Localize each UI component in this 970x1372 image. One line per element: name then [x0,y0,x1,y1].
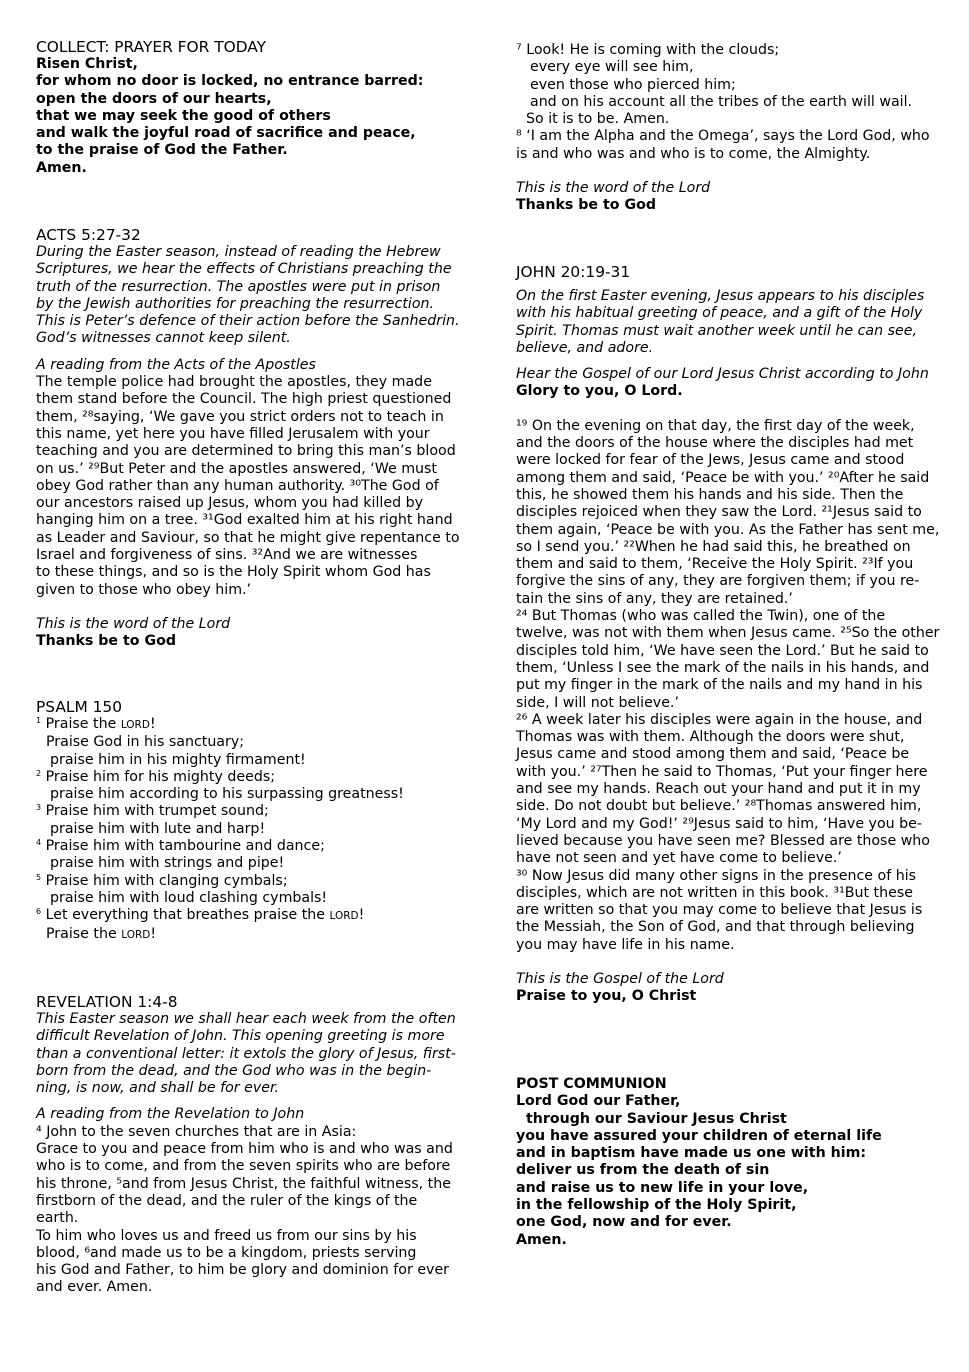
reading-line: so I send you.’ ²²When he had said this, he breathed on [516,538,911,555]
intro-line: This Easter season we shall hear each week from the often [36,1011,456,1027]
john-intro [516,288,956,357]
intro-line: truth of the resurrection. The apostles were put in prison [36,278,441,295]
john-gospel-intro: Hear the Gospel of our Lord Jesus Christ according to John [516,366,929,383]
psalm-line: praise him in his mighty firmament! [50,751,306,768]
collect-line: and walk the joyful road of sacrifice and peace, [36,125,416,142]
acts-section [36,226,476,651]
psalm-line: praise him with lute and harp! [50,820,266,837]
collect-line: to the praise of God the Father. [36,142,288,159]
reading-line: our ancestors raised up Jesus, whom you had killed by [36,495,423,512]
john-gospel-response: Glory to you, O Lord. [516,383,683,400]
revelation-reading-intro: A reading from the Revelation to John [36,1106,305,1123]
intro-line: Scriptures, we hear the effects of Christians preaching the [36,261,452,278]
prayer-line: deliver us from the death of sin [516,1162,770,1179]
john-response-call: This is the Gospel of the Lord [516,970,724,987]
revelation-intro [36,1011,476,1097]
collect-line: open the doors of our hearts, [36,90,272,107]
prayer-line: Lord God our Father, [516,1093,681,1110]
reading-line: ⁸ ‘I am the Alpha and the Omega’, says the Lord God, who [516,128,930,145]
psalm-text-part: ! [150,925,157,942]
acts-intro [36,244,476,348]
psalm-line [36,873,476,890]
reading-line: side, I will not believe.’ [516,694,679,711]
psalm-line [36,769,476,786]
psalm-heading: PSALM 150 [36,698,122,716]
reading-line: on us.’ ²⁹But Peter and the apostles answered, ‘We must [36,460,437,477]
psalm-section [36,698,476,944]
psalm-line [36,716,476,734]
prayer-line: Amen. [516,1231,567,1248]
collect-line: for whom no door is locked, no entrance barred: [36,73,424,90]
psalm-line [36,803,476,820]
intro-line: This is Peter’s defence of their action before the Sanhedrin. [36,313,460,330]
reading-line: The temple police had brought the apostles, they made [36,374,432,391]
reading-line: with you.’ ²⁷Then he said to Thomas, ‘Put your finger here [516,763,928,780]
reading-line: them, ‘Unless I see the mark of the nails in his hands, and [516,659,930,676]
reading-line: hanging him on a tree. ³¹God exalted him at his right hand [36,512,453,529]
reading-line: tain the sins of any, they are retained.’ [516,590,793,607]
reading-line: given to those who obey him.’ [36,581,252,598]
intro-line: believe, and adore. [516,339,654,356]
verse-number: 5 [36,872,42,882]
revelation-reading-text [36,1124,476,1297]
acts-reading-intro: A reading from the Acts of the Apostles [36,356,316,373]
verse-number: 2 [36,768,42,778]
reading-line: his God and Father, to him be glory and dominion for ever [36,1262,450,1279]
psalm-line: praise him according to his surpassing greatness! [50,786,404,803]
reading-line: Israel and forgiveness of sins. ³²And we are witnesses [36,547,418,564]
reading-line: and ever. Amen. [36,1279,153,1296]
psalm-text-part: Praise him with tambourine and dance; [45,838,325,855]
verse-number: 6 [36,907,42,917]
psalm-line [36,838,476,855]
reading-line: ³⁰ Now Jesus did many other signs in the presence of his [516,867,917,884]
intro-line: with his habitual greeting of peace, and a gift of the Holy [516,305,923,322]
prayer-line: and raise us to new life in your love, [516,1179,809,1196]
psalm-text-part: Praise the [46,925,122,942]
revelation-response-call: This is the word of the Lord [516,180,711,197]
intro-line: by the Jewish authorities for preaching the resurrection. [36,295,435,312]
reading-line: them and said to them, ‘Receive the Holy Spirit. ²³If you [516,556,914,573]
reading-line: obey God rather than any human authority. ³⁰The God of [36,477,439,494]
reading-line: as Leader and Saviour, so that he might give repentance to [36,529,460,546]
collect-section [36,38,476,177]
intro-line: born from the dead, and the God who was in the begin- [36,1062,432,1079]
lord-smallcaps: LORD [121,928,151,941]
prayer-line: and in baptism have made us one with him: [516,1145,867,1162]
reading-line: teaching and you are determined to bring this man’s blood [36,443,456,460]
intro-line: During the Easter season, instead of reading the Hebrew [36,244,441,260]
reading-line: ²⁴ But Thomas (who was called the Twin), one of the [516,608,886,625]
collect-line: Amen. [36,159,87,176]
post-communion-prayer [516,1093,956,1249]
reading-line: ¹⁹ On the evening on that day, the first day of the week, [516,417,915,434]
reading-line: them again, ‘Peace be with you. As the Father has sent me, [516,521,940,538]
psalm-line: Praise God in his sanctuary; [46,734,245,751]
psalm-line [36,907,476,925]
reading-line: forgive the sins of any, they are forgiven them; if you re- [516,573,920,590]
john-reading-text [516,418,956,954]
reading-line: lieved because you have seen me? Blessed are those who [516,832,930,849]
psalm-text [36,716,476,944]
post-communion-heading: POST COMMUNION [516,1076,667,1092]
psalm-text-part: Praise him with clanging cymbals; [45,872,288,889]
reading-line: this, he showed them his hands and his side. Then the [516,486,904,503]
intro-line: God’s witnesses cannot keep silent. [36,330,291,347]
collect-prayer [36,56,476,177]
intro-line: On the first Easter evening, Jesus appears to his disciples [516,288,925,304]
intro-line: difficult Revelation of John. This opening greeting is more [36,1028,445,1045]
reading-line: ⁴ John to the seven churches that are in Asia: [36,1123,357,1140]
john-response: Praise to you, O Christ [516,988,697,1005]
prayer-line: through our Saviour Jesus Christ [526,1110,787,1127]
psalm-text-part: Praise him for his mighty deeds; [45,768,275,785]
revelation-section [36,993,476,1297]
post-communion-section [516,1076,956,1249]
reading-line: disciples told him, ‘We have seen the Lord.’ But he said to [516,642,929,659]
reading-line: is and who was and who is to come, the Almighty. [516,145,871,162]
reading-line: even those who pierced him; [530,76,736,93]
psalm-text-part: ! [149,716,156,732]
reading-line: Thomas was with them. Although the doors were shut, [516,729,905,746]
reading-line: ²⁶ A week later his disciples were again in the house, and [516,711,923,728]
intro-line: ning, is now, and shall be for ever. [36,1080,280,1097]
reading-line: disciples rejoiced when they saw the Lord. ²¹Jesus said to [516,504,922,521]
reading-line: and on his account all the tribes of the earth will wail. [530,93,913,110]
reading-line: this name, yet here you have filled Jerusalem with your [36,425,430,442]
acts-heading: ACTS 5:27-32 [36,226,141,244]
prayer-line: one God, now and for ever. [516,1214,732,1231]
psalm-text-part: Praise the [45,716,121,732]
prayer-line: you have assured your children of eternal life [516,1127,882,1144]
prayer-line: in the fellowship of the Holy Spirit, [516,1197,797,1214]
acts-response-call: This is the word of the Lord [36,615,231,632]
verse-number: 3 [36,803,42,813]
john-heading: JOHN 20:19-31 [516,263,631,281]
reading-line: blood, ⁶and made us to be a kingdom, priests serving [36,1244,417,1261]
psalm-text-part: Let everything that breathes praise the [45,907,330,924]
lord-smallcaps: LORD [120,719,150,731]
verse-number: 1 [36,716,42,725]
intro-line: Spirit. Thomas must wait another week until he can see, [516,322,917,339]
reading-line: the Messiah, the Son of God, and that through believing [516,919,915,936]
reading-line: disciples, which are not written in this book. ³¹But these [516,884,913,901]
revelation-heading: REVELATION 1:4-8 [36,993,178,1011]
collect-line: that we may seek the good of others [36,107,331,124]
revelation-response: Thanks be to God [516,197,657,214]
reading-line: ⁷ Look! He is coming with the clouds; [516,42,780,58]
psalm-line [36,926,476,944]
reading-line: firstborn of the dead, and the ruler of the kings of the [36,1192,418,1209]
reading-line: Jesus came and stood among them and said, ‘Peace be [516,746,910,763]
psalm-line: praise him with loud clashing cymbals! [50,889,328,906]
reading-line: them stand before the Council. The high priest questioned [36,391,452,408]
reading-line: among them and said, ‘Peace be with you.’ ²⁰After he said [516,469,930,486]
reading-line: his throne, ⁵and from Jesus Christ, the faithful witness, the [36,1175,451,1192]
lord-smallcaps: LORD [329,910,359,923]
reading-line: So it is to be. Amen. [526,111,670,128]
john-section [516,263,956,1006]
collect-heading: COLLECT: PRAYER FOR TODAY [36,38,267,56]
reading-line: who is to come, and from the seven spirits who are before [36,1158,451,1175]
reading-line: were locked for fear of the Jews, Jesus came and stood [516,452,905,469]
reading-line: every eye will see him, [530,59,694,76]
reading-line: them, ²⁸saying, ‘We gave you strict orders not to teach in [36,408,444,425]
reading-line: Grace to you and peace from him who is and who was and [36,1141,453,1158]
acts-reading-text [36,374,476,599]
reading-line: twelve, was not with them when Jesus came. ²⁵So the other [516,625,940,642]
revelation-continued [516,42,956,215]
collect-line: Risen Christ, [36,56,138,72]
reading-line: have not seen and yet have come to believe.’ [516,850,842,867]
reading-line: are written so that you may come to believe that Jesus is [516,902,923,919]
reading-line: side. Do not doubt but believe.’ ²⁸Thomas answered him, [516,798,922,815]
reading-line: To him who loves us and freed us from our sins by his [36,1227,417,1244]
reading-line: ‘My Lord and my God!’ ²⁹Jesus said to him, ‘Have you be- [516,815,922,832]
reading-line: to these things, and so is the Holy Spirit whom God has [36,564,431,581]
psalm-line: praise him with strings and pipe! [50,855,285,872]
psalm-text-part: Praise him with trumpet sound; [45,803,269,820]
reading-line: and the doors of the house where the disciples had met [516,435,914,452]
reading-line: put my finger in the mark of the nails and my hand in his [516,677,923,694]
psalm-text-part: ! [358,907,365,924]
reading-line: you may have life in his name. [516,936,735,953]
reading-line: and see my hands. Reach out your hand and put it in my [516,781,921,798]
verse-number: 4 [36,838,42,848]
reading-line: earth. [36,1210,79,1227]
acts-response: Thanks be to God [36,633,177,650]
intro-line: than a conventional letter: it extols the glory of Jesus, first- [36,1045,456,1062]
